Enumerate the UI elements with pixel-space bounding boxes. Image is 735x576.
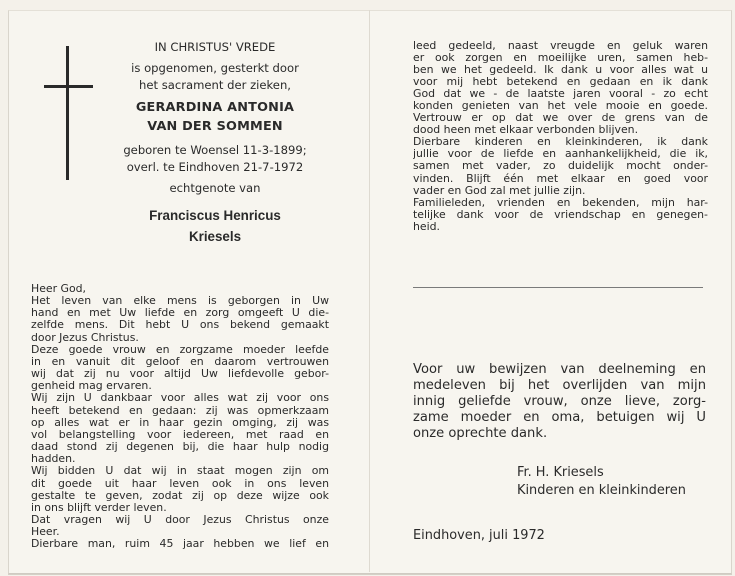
prayer-line: Deze goede vrouw en zorgzame moeder leefde <box>31 343 329 356</box>
prayer-line: Dierbare man, ruim 45 jaar hebben we lief en <box>31 538 329 551</box>
continuation-line: er ook zorgen en moeilijke uren, samen heb- <box>413 52 708 65</box>
thanks-line: medeleven bij het overlijden van mijn <box>413 378 706 393</box>
spouse-surname: Kriesels <box>188 229 242 244</box>
prayer-line: wij dat zij nu voor altijd Uw liefdevolle gebor- <box>31 368 329 381</box>
continuation-line: voor mij hebt betekend en gedaan en ik dank <box>413 76 708 89</box>
prayer-line: daad stond zij degenen bij, die haar hulp nodig <box>31 441 329 454</box>
header-line: is opgenomen, gesterkt door <box>131 61 299 75</box>
prayer-text <box>31 283 329 550</box>
continuation-line: Vertrouw er op dat we over de grens van de <box>413 112 708 125</box>
spouse-intro: echtgenote van <box>169 181 261 195</box>
prayer-line: Wij zijn U dankbaar voor alles wat zij voor ons <box>31 392 329 405</box>
continuation-text <box>413 40 708 233</box>
continuation-line: vinden. Blijft één met elkaar en goed voor <box>413 172 708 185</box>
prayer-line: Heer. <box>31 526 60 539</box>
deceased-surname: VAN DER SOMMEN <box>147 119 283 134</box>
header-line: het sacrament der zieken, <box>139 78 291 92</box>
signature <box>517 464 686 500</box>
prayer-line: in en vanuit dit geloof en daarom vertrouwen <box>31 355 329 368</box>
prayer-line: vol belangstelling voor iedereen, met raad en <box>31 428 329 441</box>
birth-info: geboren te Woensel 11-3-1899; <box>123 143 307 157</box>
continuation-line: ben we het gedeeld. Ik dank u voor alles wat u <box>413 64 708 77</box>
cross-vertical-bar <box>66 46 69 180</box>
place-date: Eindhoven, juli 1972 <box>413 528 545 543</box>
signature-name: Fr. H. Kriesels <box>517 465 604 480</box>
continuation-line: Familieleden, vrienden en bekenden, mijn har- <box>413 196 708 209</box>
divider <box>413 287 703 288</box>
prayer-line: door Jezus Christus. <box>31 331 139 344</box>
thanks-line: innig geliefde vrouw, onze lieve, zorg- <box>413 394 706 409</box>
thanks-line: zame moeder en oma, betuigen wij U <box>413 410 706 425</box>
prayer-line: hand en met Uw liefde en zorg omgeeft U die- <box>31 307 329 320</box>
spouse-name: Franciscus Henricus <box>149 208 281 223</box>
continuation-line: leed gedeeld, naast vreugde en geluk waren <box>413 40 708 52</box>
prayer-line: genheid mag ervaren. <box>31 380 152 393</box>
prayer-line: gestalte te geven, zodat zij op deze wijze ook <box>31 489 329 502</box>
thanks-line: Voor uw bewijzen van deelneming en <box>413 362 706 377</box>
prayer-line: heeft betekend en gedaan: zij was opmerkzaam <box>31 404 329 417</box>
prayer-line: dit goede uit haar leven ook in ons leven <box>31 477 329 490</box>
thanks-line: onze oprechte dank. <box>413 426 548 441</box>
continuation-line: Dierbare kinderen en kleinkinderen, ik dank <box>413 136 708 149</box>
prayer-line: Dat vragen wij U door Jezus Christus onze <box>31 513 329 526</box>
continuation-line: jullie voor de liefde en aanhankelijkheid, die ik, <box>413 148 708 161</box>
prayer-line: op alles wat er in haar gezin omging, zij was <box>31 416 329 429</box>
continuation-line: vader en God zal met jullie zijn. <box>413 184 586 197</box>
signature-family: Kinderen en kleinkinderen <box>517 483 686 498</box>
continuation-line: heid. <box>413 220 441 233</box>
continuation-line: telijke dank voor de vriendschap en genegen- <box>413 208 708 221</box>
card-fold <box>369 10 370 572</box>
prayer-line: in ons blijft verder leven. <box>31 501 167 514</box>
death-info: overl. te Eindhoven 21-7-1972 <box>126 160 304 174</box>
continuation-line: dood heen met elkaar verbonden blijven. <box>413 124 639 137</box>
continuation-line: konden genieten van het vele mooie en goede. <box>413 100 708 113</box>
deceased-name: GERARDINA ANTONIA <box>135 100 295 115</box>
continuation-line: samen met vader, zo duidelijk mocht onder- <box>413 160 708 173</box>
header-title: IN CHRISTUS' VREDE <box>154 40 276 54</box>
prayer-line: hadden. <box>31 453 76 466</box>
thanks-text <box>413 362 706 442</box>
prayer-line: Wij bidden U dat wij in staat mogen zijn om <box>31 465 329 478</box>
announcement-header <box>115 39 315 247</box>
continuation-line: God dat we - de laatste jaren vooral - zo echt <box>413 88 708 101</box>
prayer-line: Het leven van elke mens is geborgen in Uw <box>31 295 329 308</box>
prayer-line: Heer God, <box>31 283 87 295</box>
prayer-line: zelfde mens. Dit hebt U ons bekend gemaakt <box>31 319 329 332</box>
cross-horizontal-bar <box>44 85 93 88</box>
